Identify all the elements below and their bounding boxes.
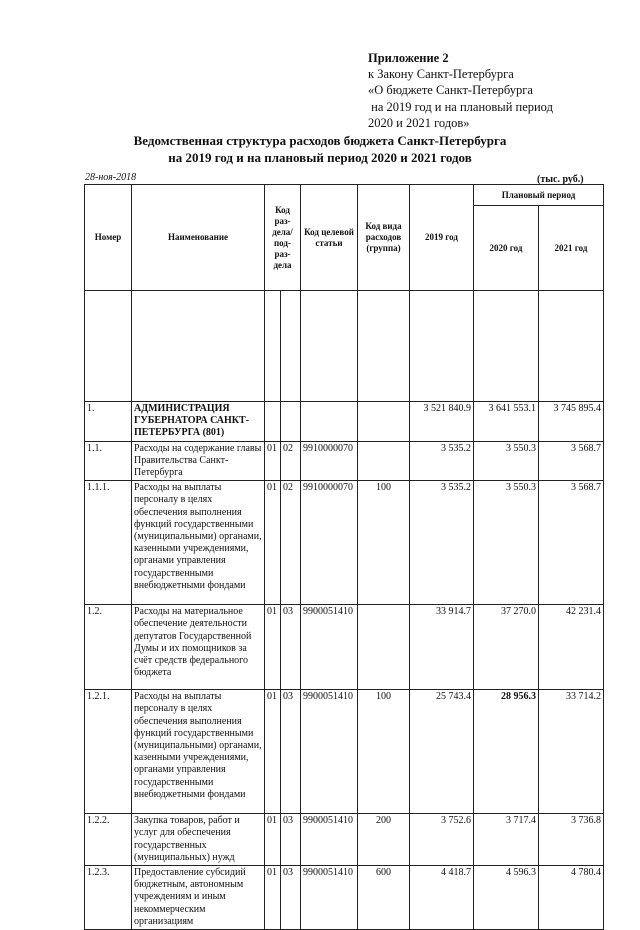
table-row [85, 481, 604, 605]
header-2020: 2020 год [474, 206, 539, 291]
cell-number: 1.2.2. [85, 814, 132, 866]
cell-type [358, 441, 410, 481]
cell-section: 01 [265, 866, 281, 930]
table-row [85, 814, 604, 866]
header-name: Наименование [132, 185, 265, 291]
table-row [85, 605, 604, 690]
cell-type [358, 605, 410, 690]
header-section: Код раз-дела/ под-раз-дела [265, 185, 301, 291]
header-expense-type: Код вида расходов (группа) [358, 185, 410, 291]
cell-number: 1.1.1. [85, 481, 132, 605]
cell-2020: 4 596.3 [474, 866, 539, 930]
cell-number: 1. [85, 402, 132, 442]
cell-name: Предоставление субсидий бюджетным, автономным учреждениям и иным некоммерческим организациям [132, 866, 265, 930]
cell-number: 1.1. [85, 441, 132, 481]
document-date: 28-ноя-2018 [85, 172, 137, 183]
appendix-line: 2020 и 2021 годов» [368, 115, 470, 130]
budget-table [84, 184, 604, 930]
cell-2021: 33 714.2 [539, 690, 604, 814]
cell-subsection: 02 [281, 441, 301, 481]
cell-name: Расходы на выплаты персоналу в целях обеспечения выполнения функций государственными (муниципальными) органами, казенными учреждениями, органами управления государственными внебюджетными фондами [132, 690, 265, 814]
cell-number: 1.2.3. [85, 866, 132, 930]
cell-2019: 33 914.7 [410, 605, 474, 690]
cell-subsection: 03 [281, 814, 301, 866]
cell-section [265, 402, 281, 442]
cell-2020: 3 550.3 [474, 481, 539, 605]
cell-2021: 42 231.4 [539, 605, 604, 690]
header-target: Код целевой статьи [301, 185, 358, 291]
cell-2021: 3 568.7 [539, 481, 604, 605]
cell-2019: 3 752.6 [410, 814, 474, 866]
cell-type: 100 [358, 481, 410, 605]
cell-name: АДМИНИСТРАЦИЯ ГУБЕРНАТОРА САНКТ-ПЕТЕРБУРГА (801) [132, 402, 265, 442]
cell-2021: 3 745 895.4 [539, 402, 604, 442]
cell-target [301, 402, 358, 442]
cell-type: 100 [358, 690, 410, 814]
cell-number: 1.2.1. [85, 690, 132, 814]
cell-2019: 3 521 840.9 [410, 402, 474, 442]
cell-type: 200 [358, 814, 410, 866]
header-2021: 2021 год [539, 206, 604, 291]
units-label: (тыс. руб.) [537, 174, 584, 185]
document-title [0, 132, 640, 166]
appendix-block [368, 50, 553, 131]
cell-target: 9910000070 [301, 441, 358, 481]
cell-2019: 25 743.4 [410, 690, 474, 814]
cell-target: 9910000070 [301, 481, 358, 605]
table-row [85, 402, 604, 442]
appendix-line: «О бюджете Санкт-Петербурга [368, 83, 533, 98]
cell-2020: 37 270.0 [474, 605, 539, 690]
cell-name: Расходы на содержание главы Правительства Санкт-Петербурга [132, 441, 265, 481]
cell-2021: 3 736.8 [539, 814, 604, 866]
appendix-line: на 2019 год и на плановый период [368, 99, 553, 114]
cell-2020: 3 550.3 [474, 441, 539, 481]
cell-target: 9900051410 [301, 866, 358, 930]
cell-2019: 3 535.2 [410, 481, 474, 605]
cell-subsection: 03 [281, 605, 301, 690]
cell-section: 01 [265, 690, 281, 814]
cell-subsection [281, 402, 301, 442]
cell-section: 01 [265, 605, 281, 690]
cell-subsection: 03 [281, 690, 301, 814]
cell-type: 600 [358, 866, 410, 930]
cell-type [358, 402, 410, 442]
spacer-row [85, 291, 604, 402]
cell-section: 01 [265, 441, 281, 481]
cell-target: 9900051410 [301, 690, 358, 814]
table-row [85, 441, 604, 481]
cell-name: Расходы на материальное обеспечение деятельности депутатов Государственной Думы и их помощников за счёт средств федерального бюджета [132, 605, 265, 690]
cell-name: Закупка товаров, работ и услуг для обеспечения государственных (муниципальных) нужд [132, 814, 265, 866]
appendix-title: Приложение 2 [368, 51, 449, 65]
cell-2021: 3 568.7 [539, 441, 604, 481]
cell-2020: 28 956.3 [474, 690, 539, 814]
cell-subsection: 03 [281, 866, 301, 930]
cell-2019: 3 535.2 [410, 441, 474, 481]
cell-2021: 4 780.4 [539, 866, 604, 930]
cell-target: 9900051410 [301, 814, 358, 866]
table-row [85, 866, 604, 930]
cell-2020: 3 717.4 [474, 814, 539, 866]
cell-subsection: 02 [281, 481, 301, 605]
cell-target: 9900051410 [301, 605, 358, 690]
document-title-line1: Ведомственная структура расходов бюджета Санкт-Петербурга [133, 133, 507, 148]
document-title-line2: на 2019 год и на плановый период 2020 и 2021 годов [168, 150, 472, 165]
header-number: Номер [85, 185, 132, 291]
cell-2020: 3 641 553.1 [474, 402, 539, 442]
cell-number: 1.2. [85, 605, 132, 690]
table-row [85, 690, 604, 814]
cell-section: 01 [265, 481, 281, 605]
appendix-line: к Закону Санкт-Петербурга [368, 67, 514, 82]
cell-name: Расходы на выплаты персоналу в целях обеспечения выполнения функций государственными (муниципальными) органами, казенными учреждениями, органами управления государственными внебюджетными фондами [132, 481, 265, 605]
cell-section: 01 [265, 814, 281, 866]
header-planned: Плановый период [474, 185, 604, 206]
cell-2019: 4 418.7 [410, 866, 474, 930]
header-2019: 2019 год [410, 185, 474, 291]
